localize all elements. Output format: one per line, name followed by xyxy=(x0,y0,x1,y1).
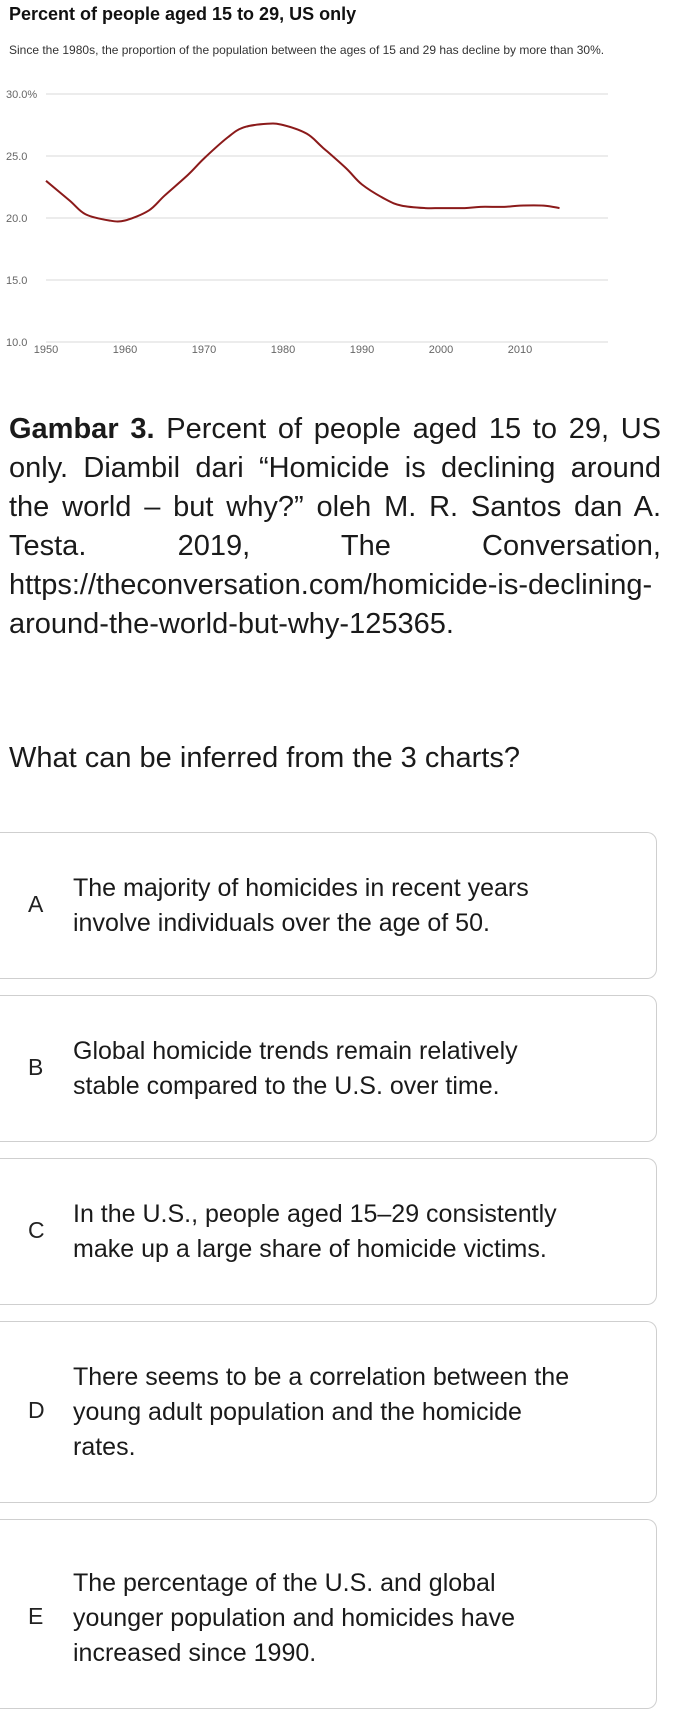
option-letter: D xyxy=(28,1397,45,1423)
option-b[interactable] xyxy=(0,995,657,1142)
option-line: There seems to be a correlation between the xyxy=(73,1363,570,1391)
option-line: stable compared to the U.S. over time. xyxy=(73,1072,500,1100)
x-tick-label: 1950 xyxy=(33,344,59,356)
option-c[interactable] xyxy=(0,1158,657,1305)
chart-subtitle: Since the 1980s, the proportion of the population between the ages of 15 and 29 has decline by more than 30%. xyxy=(9,43,605,57)
option-d[interactable] xyxy=(0,1321,657,1503)
option-text xyxy=(73,1360,653,1465)
option-line: increased since 1990. xyxy=(73,1639,317,1667)
option-letter: A xyxy=(28,891,44,917)
option-line: Global homicide trends remain relatively xyxy=(73,1037,518,1065)
x-tick-label: 2000 xyxy=(428,344,454,356)
option-line: involve individuals over the age of 50. xyxy=(73,909,490,937)
option-line: rates. xyxy=(73,1433,136,1461)
x-tick-label: 1960 xyxy=(112,344,138,356)
x-tick-label: 1990 xyxy=(349,344,375,356)
option-letter: C xyxy=(28,1217,45,1243)
option-letter: B xyxy=(28,1054,44,1080)
series-line xyxy=(46,124,560,222)
y-tick-label: 10.0 xyxy=(6,337,28,349)
option-line: The majority of homicides in recent years xyxy=(73,874,529,902)
x-tick-label: 2010 xyxy=(507,344,533,356)
option-text xyxy=(73,1197,653,1267)
option-line: In the U.S., people aged 15–29 consistently xyxy=(73,1200,557,1228)
option-a[interactable] xyxy=(0,832,657,979)
option-text xyxy=(73,1034,653,1104)
option-text xyxy=(73,1566,653,1671)
option-e[interactable] xyxy=(0,1519,657,1709)
y-tick-label: 20.0 xyxy=(6,213,28,225)
question-text: What can be inferred from the 3 charts? xyxy=(9,742,520,774)
caption-text: Percent of people aged 15 to 29, US only. Diambil dari “Homicide is declining around the world – but why?” oleh M. R. Santos dan A. Testa. 2019, The Conversation, https://theconversation.com/homicide-is-declining-around-the-world-but-why-125365. xyxy=(9,413,662,640)
option-line: young adult population and the homicide xyxy=(73,1398,522,1426)
x-tick-label: 1980 xyxy=(270,344,296,356)
line-chart xyxy=(0,84,688,364)
chart-title: Percent of people aged 15 to 29, US only xyxy=(9,4,357,24)
option-line: make up a large share of homicide victims. xyxy=(73,1235,547,1263)
y-tick-label: 15.0 xyxy=(6,275,28,287)
option-line: The percentage of the U.S. and global xyxy=(73,1569,496,1597)
y-tick-label: 25.0 xyxy=(6,151,28,163)
option-text xyxy=(73,871,653,941)
y-tick-label: 30.0% xyxy=(6,89,38,101)
caption-label: Gambar 3. xyxy=(9,413,155,445)
x-tick-label: 1970 xyxy=(191,344,217,356)
figure-caption xyxy=(9,410,661,644)
option-line: younger population and homicides have xyxy=(73,1604,515,1632)
option-letter: E xyxy=(28,1603,44,1629)
